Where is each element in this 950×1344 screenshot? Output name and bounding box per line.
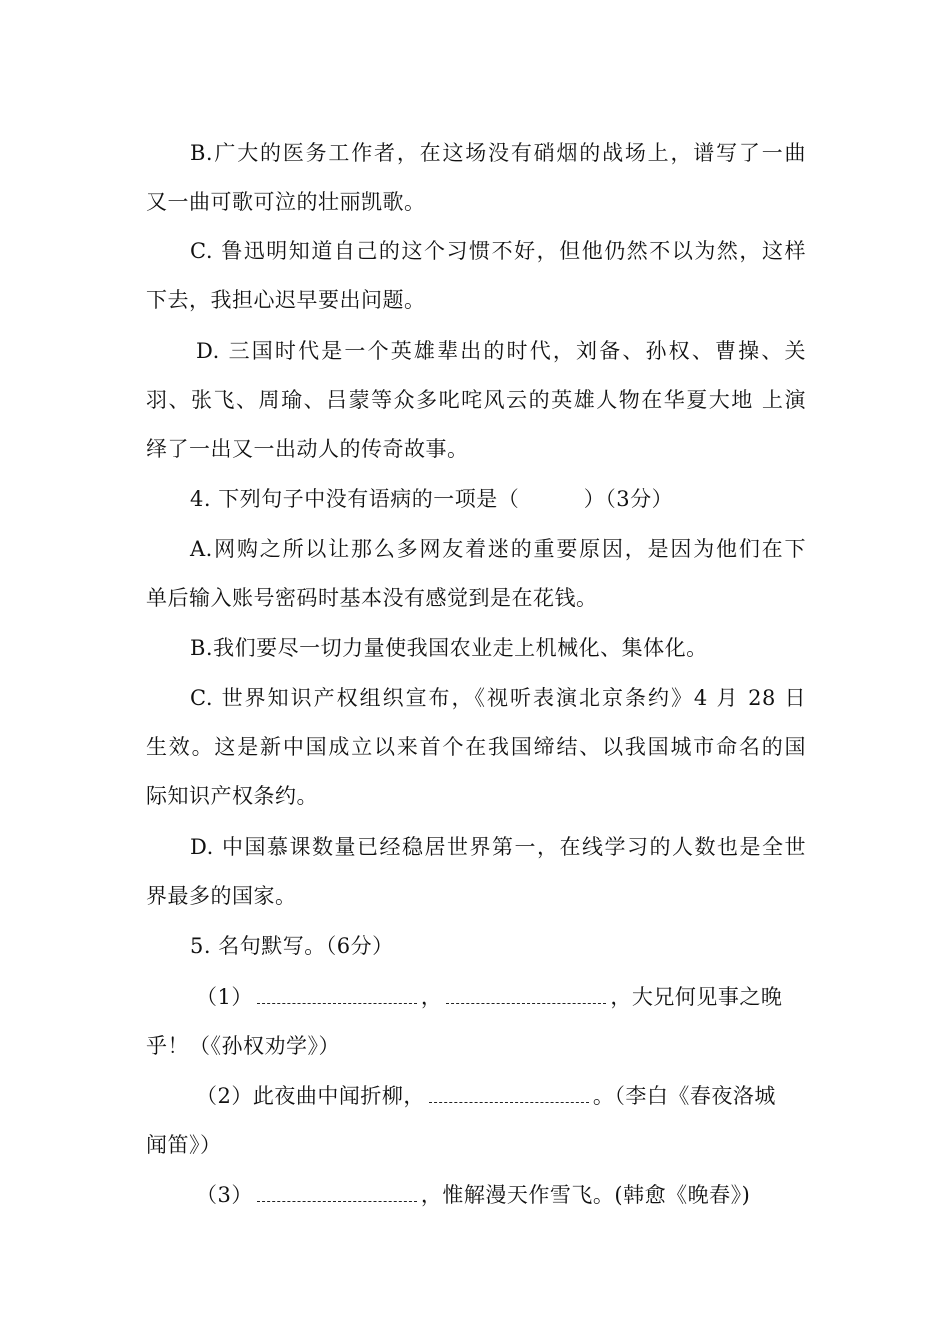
option-b-line-1: B.广大的医务工作者，在这场没有硝烟的战场上，谱写了一曲 (190, 141, 806, 165)
q5-item-1-line-1 (196, 982, 806, 1012)
question-5-title: 5. 名句默写。（6分） (190, 934, 394, 958)
q5-item-3-number: （3） (196, 1183, 253, 1207)
q5-item-2-line-2: 闻笛》） (146, 1133, 222, 1157)
option-d-line-2: 羽、张飞、周瑜、吕蒙等众多叱咤风云的英雄人物在华夏大地 上演 (146, 388, 806, 412)
option-c-line-1: C. 鲁迅明知道自己的这个习惯不好，但他仍然不以为然，这样 (190, 239, 806, 263)
q5-item-2-text-a: （2）此夜曲中闻折柳， (196, 1084, 425, 1108)
q4-option-d-line-2: 界最多的国家。 (146, 884, 297, 908)
option-b-line-2: 又一曲可歌可泣的壮丽凯歌。 (146, 190, 426, 214)
q5-item-1-number: （1） (196, 985, 253, 1009)
q5-item-1-line-2: 乎！（《孙权劝学》） (146, 1034, 340, 1058)
question-4-title: 4. 下列句子中没有语病的一项是（ ）（3分） (190, 487, 674, 511)
q4-option-c-line-3: 际知识产权条约。 (146, 784, 318, 808)
q4-option-c-line-1: C. 世界知识产权组织宣布，《视听表演北京条约》4 月 28 日 (190, 686, 806, 710)
q4-option-b: B.我们要尽一切力量使我国农业走上机械化、集体化。 (190, 636, 708, 660)
q5-item-2-text-b: 。（李白《春夜洛城 (592, 1084, 776, 1108)
q5-item-1-text: ，大兄何见事之晚 (610, 985, 783, 1009)
q5-item-1-comma: ， (420, 985, 443, 1009)
q5-item-2-line-1 (196, 1081, 806, 1111)
fill-blank-2[interactable] (429, 1088, 589, 1103)
option-d-line-3: 绎了一出又一出动人的传奇故事。 (146, 437, 469, 461)
q4-option-a-line-2: 单后输入账号密码时基本没有感觉到是在花钱。 (146, 586, 598, 610)
q5-item-3-text: ，惟解漫天作雪飞。(韩愈《晚春》) (420, 1183, 751, 1207)
q4-option-c-line-2: 生效。这是新中国成立以来首个在我国缔结、以我国城市命名的国 (146, 735, 806, 759)
option-d-line-1: D. 三国时代是一个英雄辈出的时代，刘备、孙权、曹操、关 (196, 339, 806, 363)
fill-blank-1a[interactable] (257, 989, 417, 1004)
fill-blank-1b[interactable] (446, 989, 606, 1004)
q5-item-3-line-1 (196, 1180, 806, 1210)
fill-blank-3[interactable] (257, 1187, 417, 1202)
option-c-line-2: 下去，我担心迟早要出问题。 (146, 288, 426, 312)
q4-option-d-line-1: D. 中国慕课数量已经稳居世界第一，在线学习的人数也是全世 (190, 835, 806, 859)
q4-option-a-line-1: A.网购之所以让那么多网友着迷的重要原因，是因为他们在下 (190, 537, 806, 561)
